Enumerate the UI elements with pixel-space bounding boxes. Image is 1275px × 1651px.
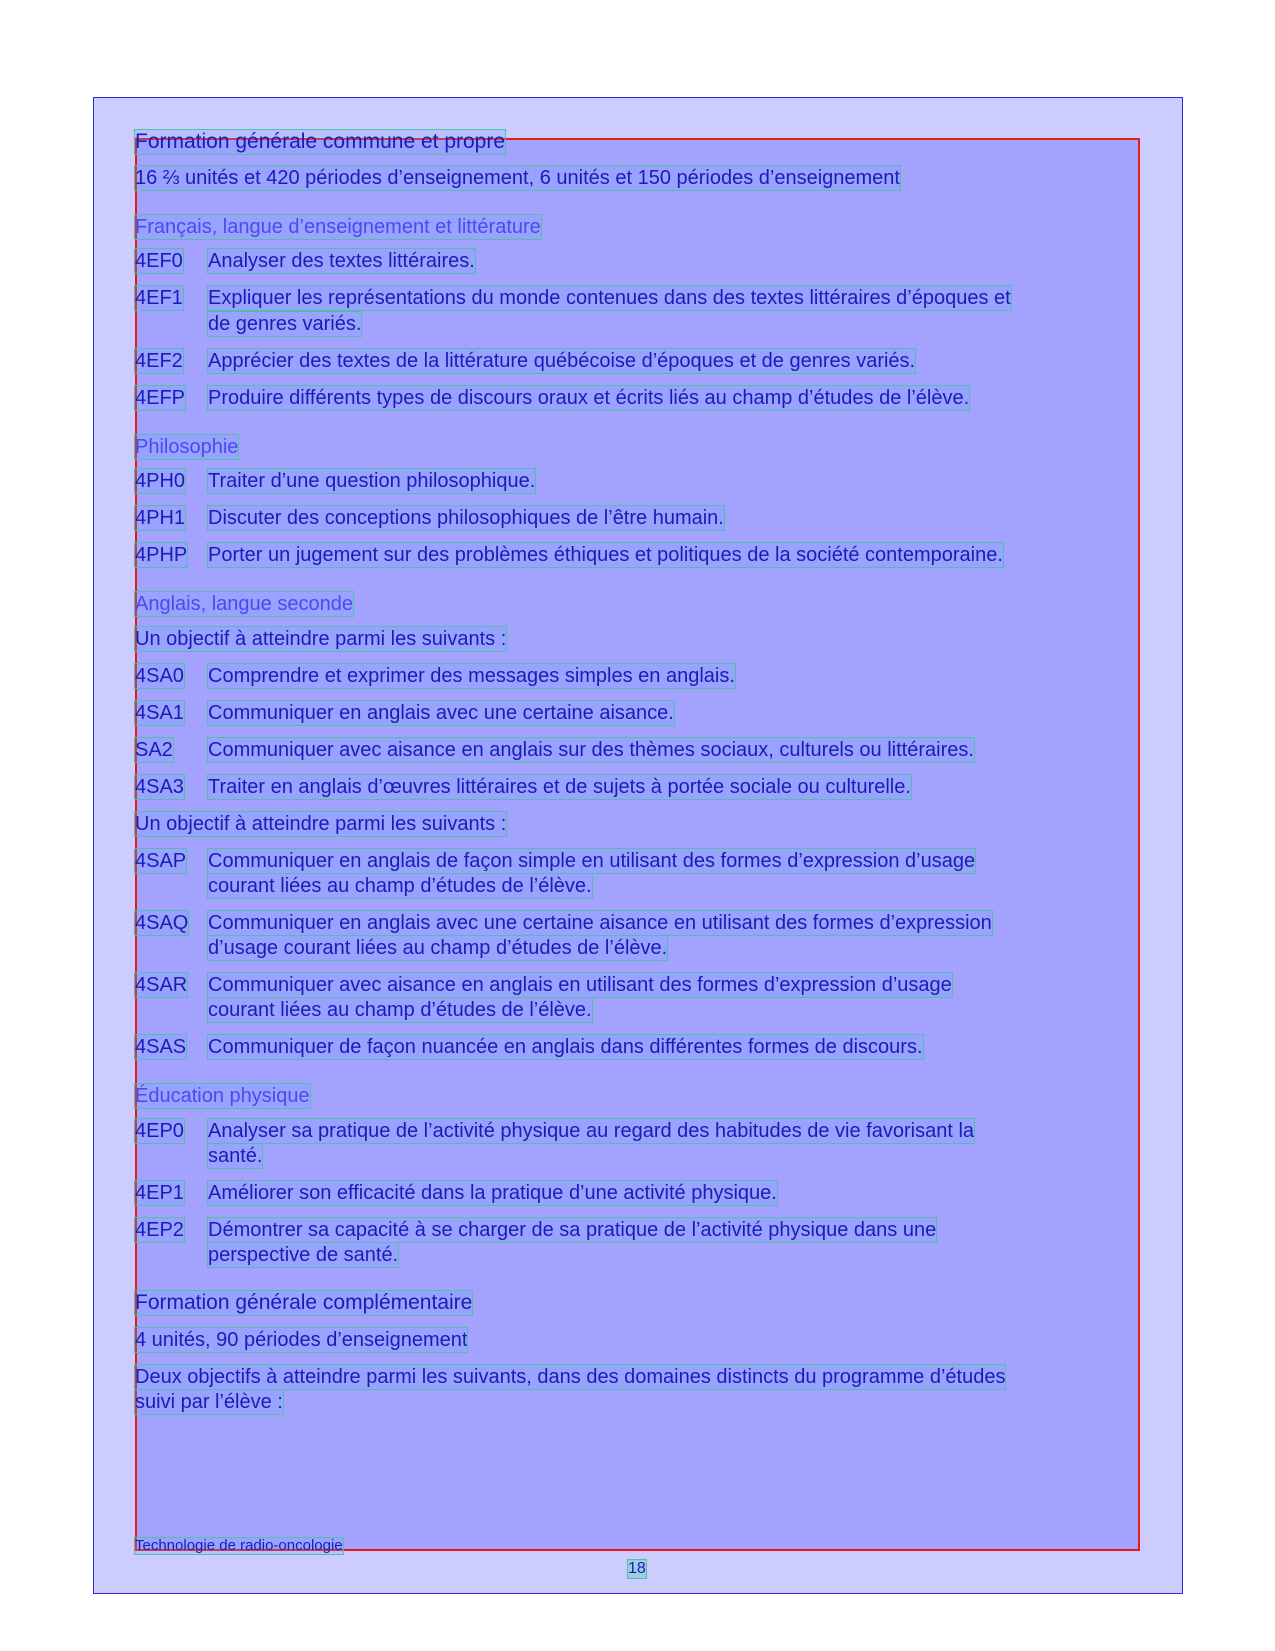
complementaire-text-cont: suivi par l’élève : [135, 1391, 283, 1413]
objective-code: 4EF0 [135, 250, 183, 272]
objective-code: 4EP2 [135, 1219, 184, 1241]
category-francais: Français, langue d’enseignement et littérature [135, 216, 541, 238]
objective-text: Communiquer en anglais avec une certaine aisance. [208, 702, 674, 724]
category-anglais: Anglais, langue seconde [135, 593, 353, 615]
objective-text: Communiquer en anglais de façon simple en utilisant des formes d’expression d’usage [208, 850, 976, 872]
category-philosophie: Philosophie [135, 436, 239, 458]
objective-text-cont: courant liées au champ d’études de l’élève. [208, 875, 592, 897]
objective-code: 4SAR [135, 974, 188, 996]
objective-code: 4SAP [135, 850, 187, 872]
objective-text: Comprendre et exprimer des messages simples en anglais. [208, 665, 735, 687]
section-title-complementaire: Formation générale complémentaire [135, 1291, 473, 1314]
objective-code: 4EP0 [135, 1120, 184, 1142]
objective-code: 4EP1 [135, 1182, 184, 1204]
objective-code: 4PH0 [135, 470, 186, 492]
objective-text: Communiquer avec aisance en anglais sur des thèmes sociaux, culturels ou littéraires. [208, 739, 974, 761]
objective-text: Expliquer les représentations du monde contenues dans des textes littéraires d’époques et [208, 287, 1011, 309]
category-education-physique: Éducation physique [135, 1085, 310, 1107]
objective-code: 4EF2 [135, 350, 183, 372]
objective-code: 4EF1 [135, 287, 183, 309]
objective-code: 4PHP [135, 544, 188, 566]
objective-code: 4SAS [135, 1036, 187, 1058]
objective-text-cont: de genres variés. [208, 313, 362, 335]
objective-text: Analyser des textes littéraires. [208, 250, 475, 272]
objective-text-cont: courant liées au champ d’études de l’élève. [208, 999, 592, 1021]
objective-text: Communiquer avec aisance en anglais en utilisant des formes d’expression d’usage [208, 974, 952, 996]
objective-text: Apprécier des textes de la littérature québécoise d’époques et de genres variés. [208, 350, 916, 372]
objective-code: 4SAQ [135, 912, 189, 934]
footer-program-name: Technologie de radio-oncologie [135, 1537, 343, 1554]
anglais-intro: Un objectif à atteindre parmi les suivants : [135, 628, 507, 650]
objective-text-cont: santé. [208, 1145, 263, 1167]
objective-text: Communiquer en anglais avec une certaine aisance en utilisant des formes d’expression [208, 912, 992, 934]
objective-code: 4SA1 [135, 702, 184, 724]
page-number: 18 [628, 1560, 646, 1577]
objective-code: 4SA3 [135, 776, 184, 798]
objective-text: Discuter des conceptions philosophiques de l’être humain. [208, 507, 724, 529]
objective-code: 4SA0 [135, 665, 184, 687]
objective-text-cont: perspective de santé. [208, 1244, 399, 1266]
objective-text: Communiquer de façon nuancée en anglais dans différentes formes de discours. [208, 1036, 923, 1058]
section-title-fgc: Formation générale commune et propre [135, 130, 506, 153]
objective-text: Porter un jugement sur des problèmes éthiques et politiques de la société contemporaine. [208, 544, 1003, 566]
objective-text: Analyser sa pratique de l’activité physique au regard des habitudes de vie favorisant la [208, 1120, 975, 1142]
objective-text: Améliorer son efficacité dans la pratique d’une activité physique. [208, 1182, 777, 1204]
objective-text: Traiter en anglais d’œuvres littéraires et de sujets à portée sociale ou culturelle. [208, 776, 911, 798]
objective-code: 4EFP [135, 387, 186, 409]
objective-text-cont: d’usage courant liées au champ d’études de l’élève. [208, 937, 668, 959]
objective-code: SA2 [135, 739, 173, 761]
anglais-intro: Un objectif à atteindre parmi les suivants : [135, 813, 507, 835]
fgc-units: 16 ⅔ unités et 420 périodes d’enseignement, 6 unités et 150 périodes d’enseignement [135, 167, 900, 189]
objective-text: Démontrer sa capacité à se charger de sa pratique de l’activité physique dans une [208, 1219, 937, 1241]
complementaire-text: Deux objectifs à atteindre parmi les suivants, dans des domaines distincts du programme d’études [135, 1366, 1006, 1388]
objective-text: Traiter d’une question philosophique. [208, 470, 536, 492]
objective-text: Produire différents types de discours oraux et écrits liés au champ d’études de l’élève. [208, 387, 970, 409]
objective-code: 4PH1 [135, 507, 186, 529]
complementaire-units: 4 unités, 90 périodes d’enseignement [135, 1329, 468, 1351]
